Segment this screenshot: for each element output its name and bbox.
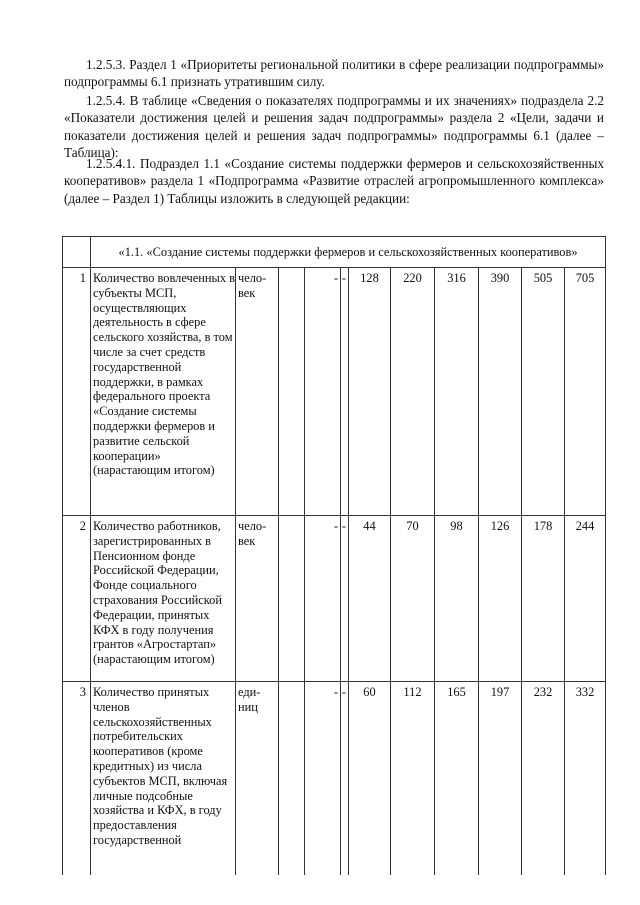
unit-cell: еди-ниц (236, 682, 279, 876)
value-cell: 220 (391, 268, 435, 516)
paragraph-1-2-5-4: 1.2.5.4. В таблице «Сведения о показателях подпрограммы и их значениях» подраздела 2.2 «Показатели достижения целей и решения задач подпрограммы» раздела 2 «Цели, задачи и показатели достижения целей и решения задач подпрограммы» подпрограммы 6.1 (далее – Таблица): (64, 93, 604, 160)
value-cell: 244 (565, 516, 606, 682)
table-row (63, 682, 606, 876)
value-cell: 332 (565, 682, 606, 876)
dash-cell: - (305, 682, 341, 876)
value-cell: 505 (522, 268, 565, 516)
header-blank-cell (63, 237, 91, 268)
value-cell: 128 (349, 268, 391, 516)
indicator-name: Количество вовлеченных в субъекты МСП, осуществляющих деятельность в сфере сельского хозяйства, в том числе за счет средств государственной поддержки, в рамках федерального проекта «Создание системы поддержки фермеров и развитие сельской кооперации» (нарастающим итогом) (91, 268, 236, 516)
row-number: 3 (63, 682, 91, 876)
dash-cell: - (341, 516, 349, 682)
value-cell: 44 (349, 516, 391, 682)
unit-cell: чело-век (236, 516, 279, 682)
value-cell: 126 (479, 516, 522, 682)
empty-cell (279, 682, 305, 876)
indicator-name: Количество принятых членов сельскохозяйственных потребительских кооперативов (кроме кредитных) из числа субъектов МСП, включая личные подсобные хозяйства и КФХ, в году предоставления государственной (91, 682, 236, 876)
paragraph-1-2-5-4-1: 1.2.5.4.1. Подраздел 1.1 «Создание системы поддержки фермеров и сельскохозяйственных кооперативов» раздела 1 «Подпрограмма «Развитие отраслей агропромышленного комплекса» (далее – Раздел 1) Таблицы изложить в следующей редакции: (64, 156, 604, 206)
dash-cell: - (341, 682, 349, 876)
row-number: 1 (63, 268, 91, 516)
unit-cell: чело-век (236, 268, 279, 516)
indicator-name: Количество работников, зарегистрированных в Пенсионном фонде Российской Федерации, Фонде социального страхования Российской Федерации, принятых КФХ в году получения грантов «Агростартап» (нарастающим итогом) (91, 516, 236, 682)
value-cell: 390 (479, 268, 522, 516)
empty-cell (279, 516, 305, 682)
value-cell: 197 (479, 682, 522, 876)
value-cell: 98 (435, 516, 479, 682)
value-cell: 112 (391, 682, 435, 876)
row-number: 2 (63, 516, 91, 682)
indicators-table (62, 236, 606, 875)
value-cell: 705 (565, 268, 606, 516)
value-cell: 70 (391, 516, 435, 682)
dash-cell: - (341, 268, 349, 516)
value-cell: 232 (522, 682, 565, 876)
table-row (63, 516, 606, 682)
section-header: «1.1. «Создание системы поддержки фермеров и сельскохозяйственных кооперативов» (91, 237, 606, 268)
dash-cell: - (305, 268, 341, 516)
dash-cell: - (305, 516, 341, 682)
value-cell: 178 (522, 516, 565, 682)
value-cell: 60 (349, 682, 391, 876)
paragraph-1-2-5-3: 1.2.5.3. Раздел 1 «Приоритеты региональной политики в сфере реализации подпрограммы» подпрограммы 6.1 признать утратившим силу. (64, 57, 604, 90)
table-row (63, 268, 606, 516)
value-cell: 316 (435, 268, 479, 516)
value-cell: 165 (435, 682, 479, 876)
empty-cell (279, 268, 305, 516)
